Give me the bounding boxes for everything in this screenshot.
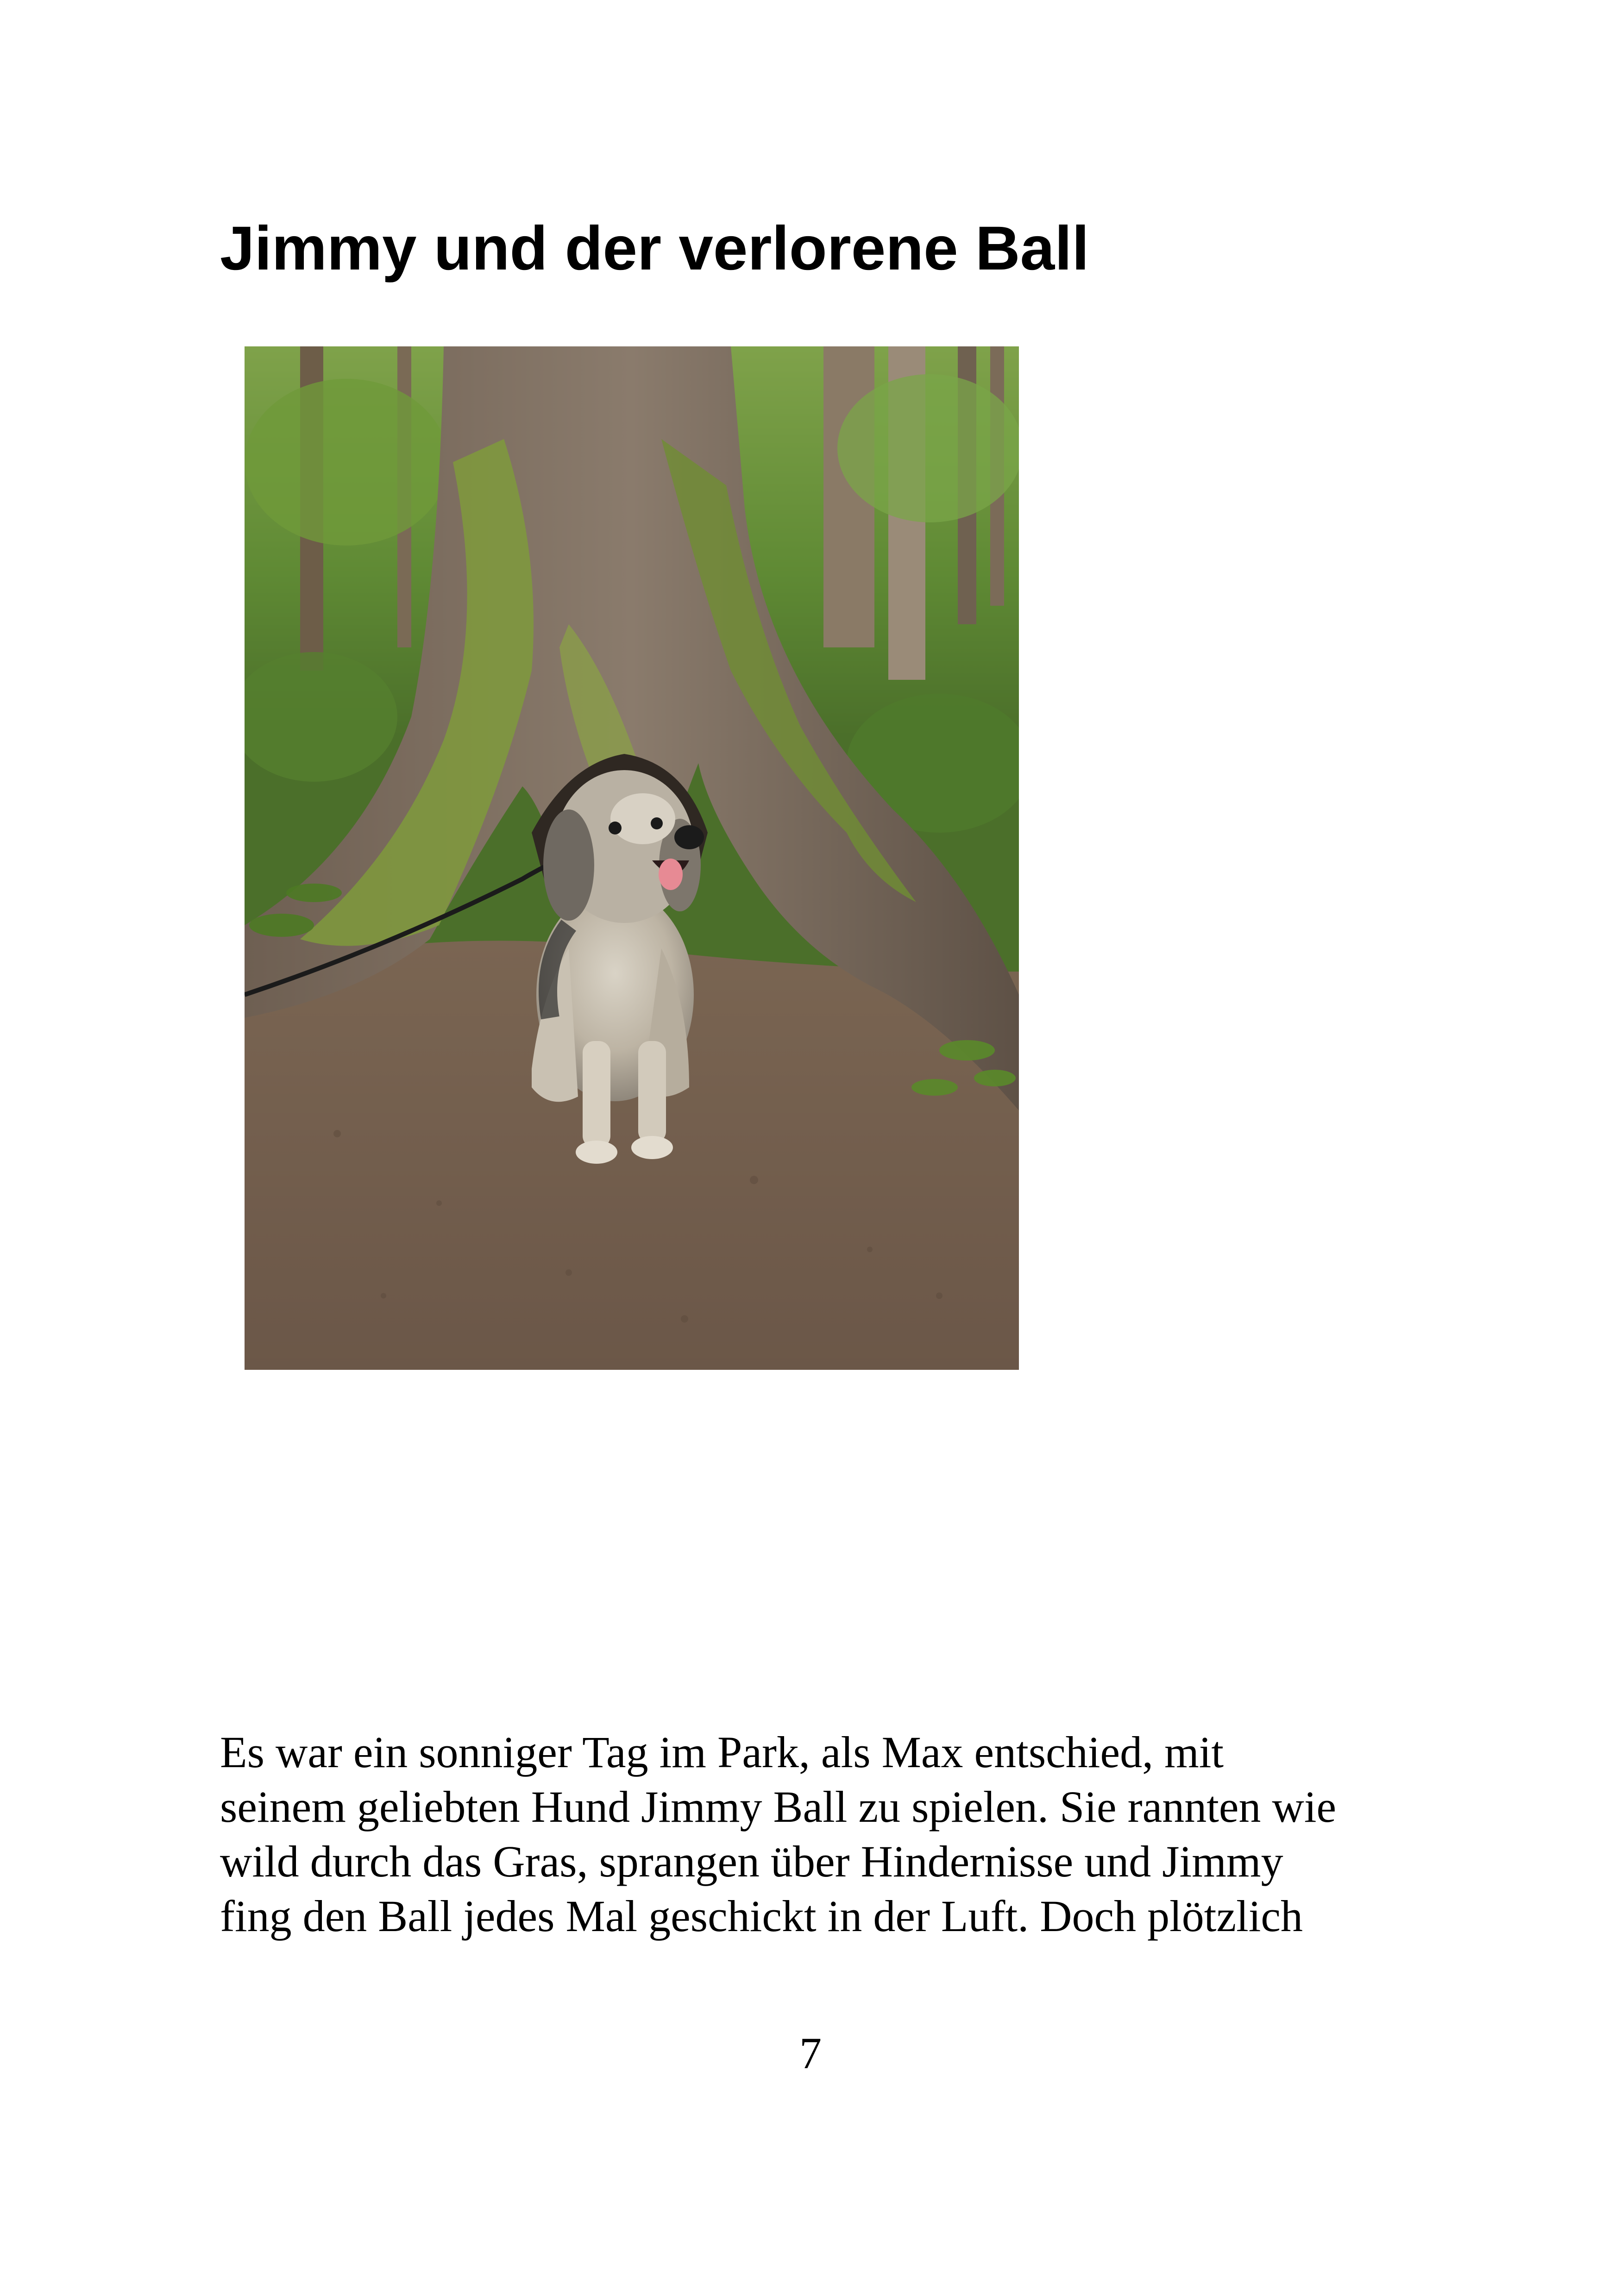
paragraph-line: fing den Ball jedes Mal geschickt in der Luft. Doch plötzlich [220, 1891, 1303, 1941]
story-paragraph [220, 1725, 1433, 1944]
paragraph-line: seinem geliebten Hund Jimmy Ball zu spielen. Sie rannten wie [220, 1782, 1337, 1832]
page-number: 7 [799, 2028, 822, 2078]
paragraph-line: wild durch das Gras, sprangen über Hindernisse und Jimmy [220, 1837, 1283, 1886]
page-title: Jimmy und der verlorene Ball [220, 214, 1089, 283]
paragraph-line: Es war ein sonniger Tag im Park, als Max entschied, mit [220, 1727, 1224, 1777]
dog-photo [245, 346, 1019, 1370]
